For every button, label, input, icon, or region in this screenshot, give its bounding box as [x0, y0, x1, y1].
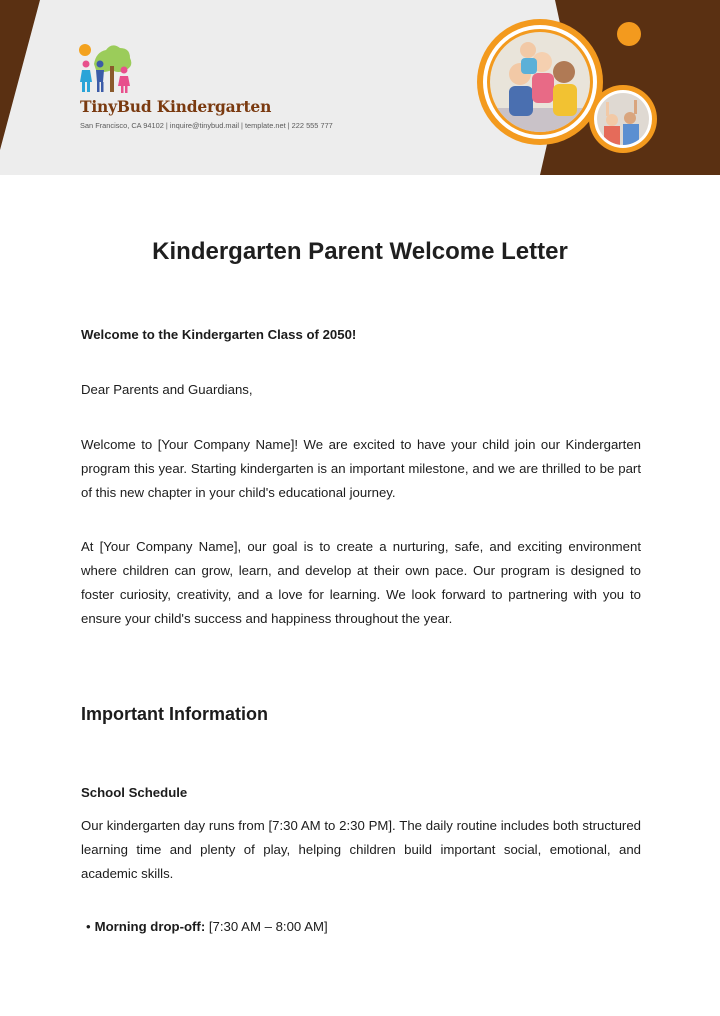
greeting: Dear Parents and Guardians, [81, 382, 253, 397]
decorative-dot [617, 22, 641, 46]
brand-name: TinyBud Kindergarten [80, 97, 272, 116]
goal-paragraph: At [Your Company Name], our goal is to create a nurturing, safe, and exciting environment where children can grow, learn, and develop at their own pace. Our program is designed to foster curiosity, creativity, and a love for learning. We look forward to partnering with you to ensure your child's success and happiness throughout the year. [81, 539, 641, 626]
list-item [86, 915, 328, 939]
bullet-label: Morning drop-off: [94, 919, 206, 934]
section-heading: Important Information [81, 704, 268, 724]
bullet-icon: • [86, 919, 91, 934]
kindergarten-logo [72, 40, 136, 96]
document-title: Kindergarten Parent Welcome Letter [152, 238, 568, 265]
schedule-heading: School Schedule [81, 785, 188, 800]
schedule-paragraph: Our kindergarten day runs from [7:30 AM to 2:30 PM]. The daily routine includes both structured learning time and plenty of play, helping children build important social, emotional, and academic skills. [81, 818, 641, 881]
children-photo [476, 18, 604, 146]
letterhead [0, 0, 720, 175]
contact-line: San Francisco, CA 94102 | inquire@tinybud.mail | template.net | 222 555 777 [80, 121, 333, 130]
intro-paragraph: Welcome to [Your Company Name]! We are excited to have your child join our Kindergarten program this year. Starting kindergarten is an important milestone, and we are thrilled to be part of this new chapter in your child's educational journey. [81, 437, 641, 500]
bullet-value: [7:30 AM – 8:00 AM] [208, 919, 328, 934]
welcome-heading: Welcome to the Kindergarten Class of 2050! [81, 327, 357, 342]
classroom-photo [588, 84, 658, 154]
